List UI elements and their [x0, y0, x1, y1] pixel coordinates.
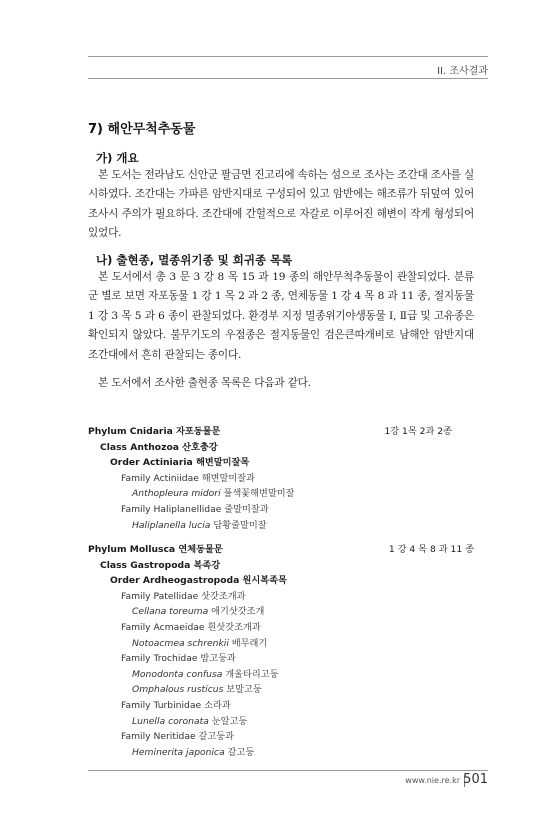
phylum-name: Phylum Mollusca 연체동물문 [88, 544, 223, 555]
species-latin: Lunella coronata [132, 715, 209, 727]
mollusca-list [88, 542, 474, 760]
order-row: Order Actiniaria 해변말미잘목 [110, 457, 250, 469]
species-latin: Heminerita japonica [132, 746, 225, 758]
species-latin: Notoacmea schrenkii [132, 637, 229, 649]
order-row: Order Ardheogastropoda 원시복족목 [110, 575, 287, 587]
header-rule-top [88, 56, 488, 57]
taxon-count: 1 강 4 목 8 과 11 종 [388, 544, 474, 555]
species-row [88, 714, 474, 730]
species-row [88, 682, 474, 698]
species-summary-paragraph: 본 도서에서 총 3 문 3 강 8 목 15 과 19 종의 해안무척추동물이 관찰되었다. 분류군 별로 보면 자포동물 1 강 1 목 2 과 2 종, 연체동물 1 강 4 목 8 과 11 종, 절지동물 1 강 3 목 5 과 6 종이 관찰되었다. 환경부 지정 멸종위기야생동물 Ⅰ, Ⅱ급 및 고유종은 확인되지 않았다. 불무기도의 우점종은 절지동물인 검은큰따개비로 남해안 암반지대 조간대에서 흔히 관찰되는 종이다. [88, 271, 474, 361]
list-intro-paragraph: 본 도서에서 조사한 출현종 목록은 다음과 같다. [98, 377, 311, 389]
page-number: 501 [463, 772, 488, 787]
species-korean: 배무래기 [228, 637, 268, 649]
cnidaria-list [88, 424, 474, 533]
family-row: Family Acmaeidae 흰삿갓조개과 [121, 621, 261, 633]
subsection-a-title: 가) 개요 [96, 151, 139, 165]
species-row [88, 745, 474, 761]
species-korean: 풀색꽃해변말미잘 [220, 488, 295, 500]
species-row [88, 604, 474, 620]
footer-rule [88, 770, 488, 771]
overview-paragraph: 본 도서는 전라남도 신안군 팔금면 진고리에 속하는 섬으로 조사는 조간대 조사를 실시하였다. 조간대는 가파른 암반지대로 구성되어 있고 암반에는 해조류가 뒤덮여 있어 조사시 주의가 필요하다. 조간대에 간헐적으로 자갈로 이루어진 해변이 작게 형성되어 있었다. [88, 169, 474, 240]
phylum-row [88, 542, 474, 558]
species-latin: Haliplanella lucia [132, 519, 211, 531]
family-row: Family Neritidae 갈고둥과 [121, 731, 235, 743]
species-korean: 개울타리고둥 [222, 668, 279, 680]
species-row [88, 486, 474, 502]
species-korean: 눈알고둥 [208, 715, 248, 727]
taxon-count: 1강 1목 2과 2종 [384, 426, 452, 437]
family-row: Family Turbinidae 소라과 [121, 699, 231, 711]
phylum-name: Phylum Cnidaria 자포동물문 [88, 426, 221, 437]
species-korean: 애기삿갓조개 [208, 606, 265, 618]
subsection-b-title: 나) 출현종, 멸종위기종 및 희귀종 목록 [96, 253, 293, 267]
family-row: Family Trochidae 밤고둥과 [121, 653, 236, 665]
class-row: Class Gastropoda 복족강 [100, 559, 221, 571]
species-korean: 갈고둥 [224, 746, 255, 758]
section-header-label: II. 조사결과 [437, 66, 488, 77]
species-latin: Monodonta confusa [132, 668, 223, 680]
family-row: Family Actiniidae 해변말미잘과 [121, 472, 256, 484]
family-row: Family Haliplanellidae 줄말미잘과 [121, 503, 269, 515]
species-korean: 담황줄말미잘 [210, 519, 267, 531]
section-title: 7) 해안무척추동물 [88, 122, 196, 137]
species-latin: Omphalous rusticus [132, 684, 224, 696]
header-rule-bottom [88, 78, 488, 79]
species-row [88, 518, 474, 534]
family-row: Family Patellidae 삿갓조개과 [121, 590, 246, 602]
species-row [88, 636, 474, 652]
class-row: Class Anthozoa 산호충강 [100, 441, 218, 453]
footer-url: www.nie.re.kr [405, 776, 460, 785]
species-korean: 보말고둥 [223, 684, 262, 696]
phylum-row [88, 424, 474, 440]
species-row [88, 667, 474, 683]
species-latin: Anthopleura midori [132, 488, 221, 500]
species-latin: Cellana toreuma [132, 606, 209, 618]
